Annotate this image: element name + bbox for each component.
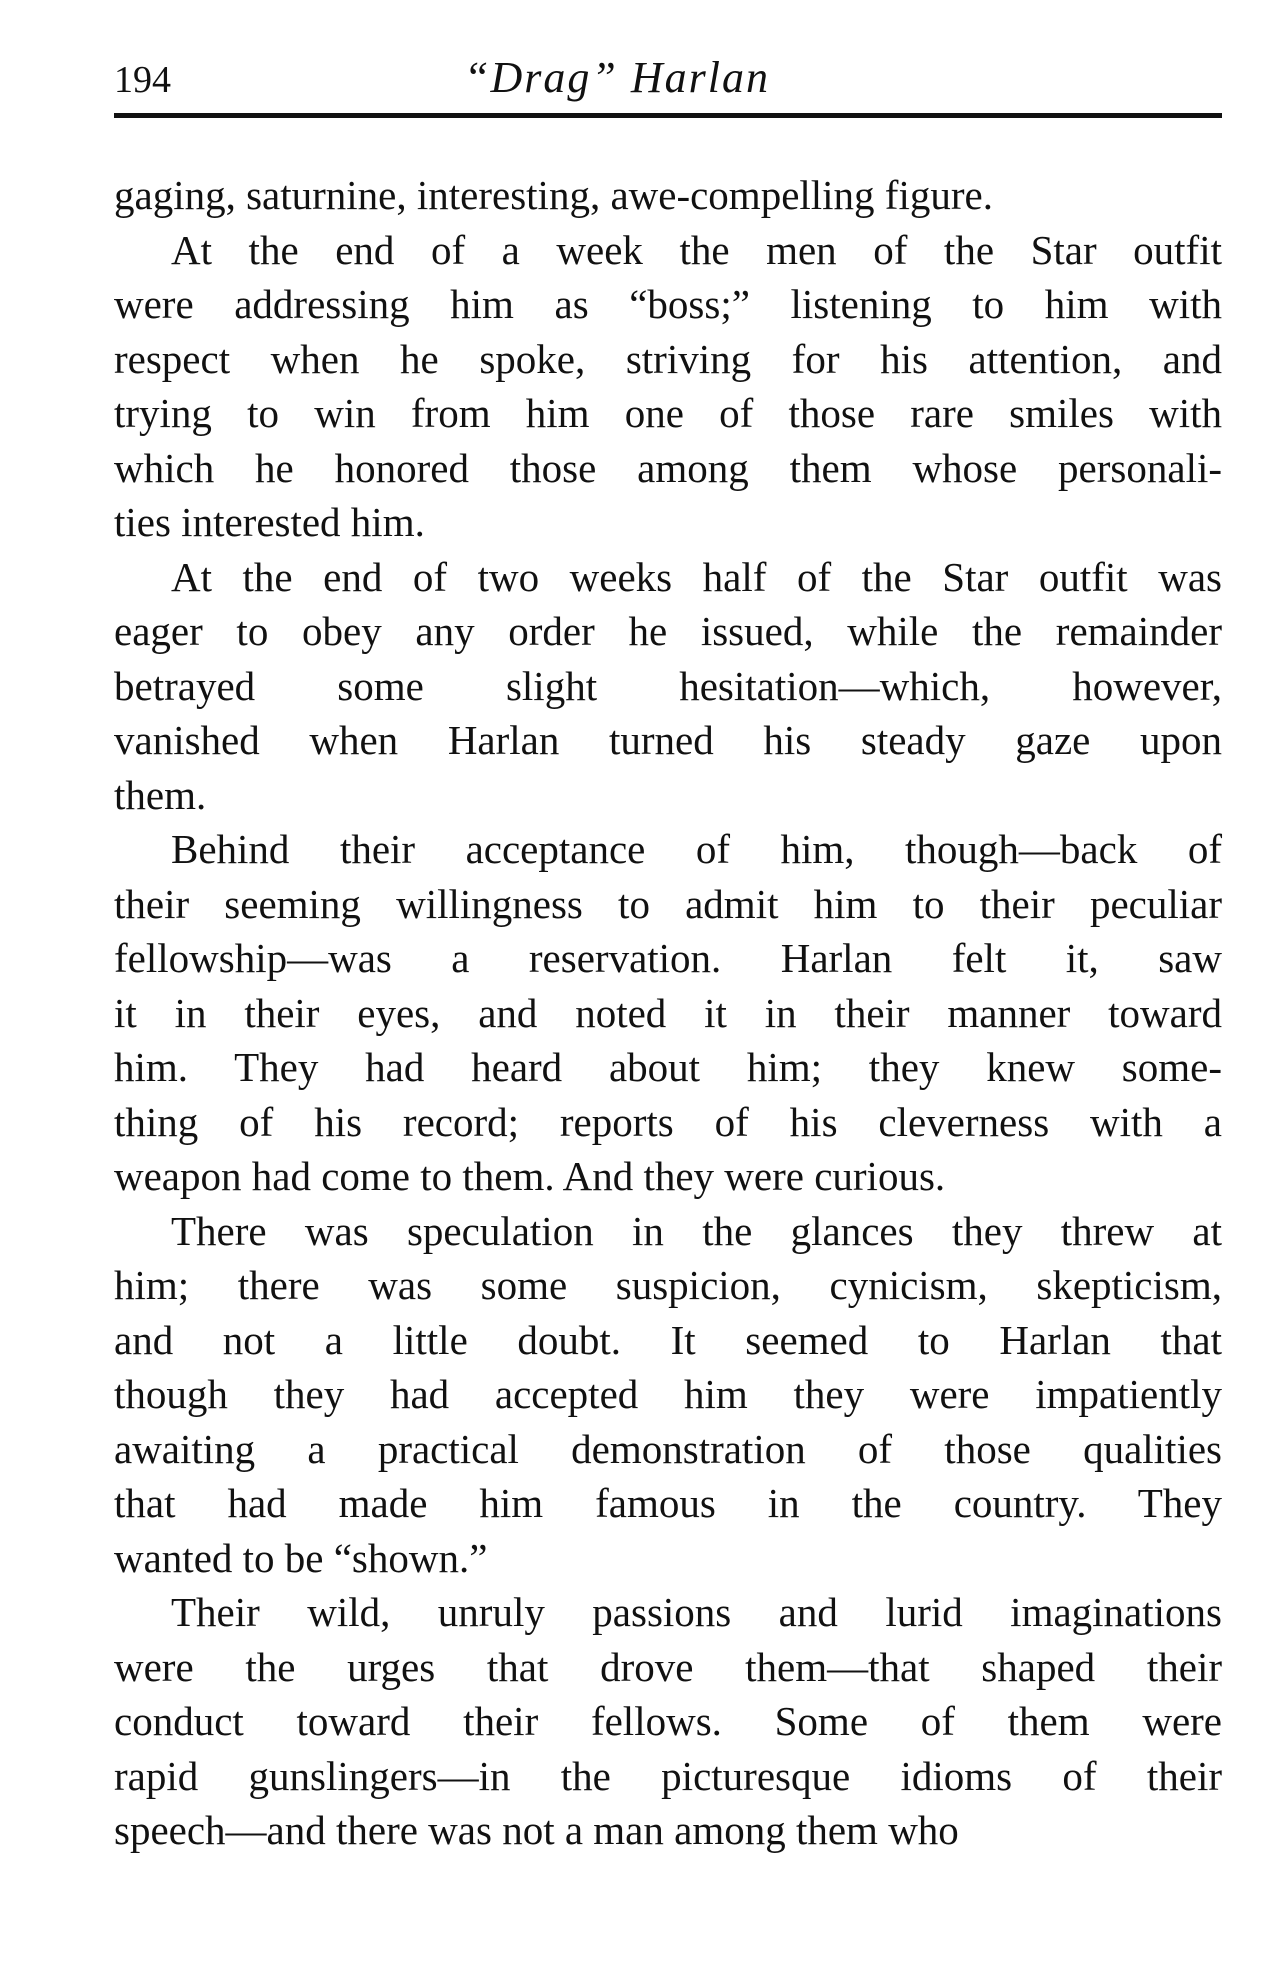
text-line: that had made him famous in the country. They	[114, 1480, 1222, 1526]
text-line: Their wild, unruly passions and lurid imaginations	[171, 1589, 1222, 1635]
text-line: eager to obey any order he issued, while the remainder	[114, 608, 1222, 654]
text-line: weapon had come to them. And they were curious.	[114, 1153, 946, 1199]
text-line: awaiting a practical demonstration of those qualities	[114, 1425, 1222, 1472]
page-number: 194	[114, 59, 171, 101]
text-line: thing of his record; reports of his cleverness with a	[114, 1098, 1222, 1145]
text-line: him. They had heard about him; they knew some-	[114, 1044, 1222, 1090]
text-line: their seeming willingness to admit him to their peculiar	[114, 880, 1222, 927]
text-line: betrayed some slight hesitation—which, however,	[114, 662, 1222, 709]
text-line: respect when he spoke, striving for his attention, and	[114, 335, 1222, 382]
text-line: wanted to be “shown.”	[114, 1534, 488, 1581]
text-line: rapid gunslingers—in the picturesque idioms of their	[114, 1752, 1222, 1799]
text-line: vanished when Harlan turned his steady gaze upon	[114, 717, 1222, 763]
text-line: them.	[114, 771, 207, 818]
text-line: were the urges that drove them—that shaped their	[114, 1643, 1222, 1690]
text-line: Behind their acceptance of him, though—back of	[171, 826, 1222, 872]
text-line: At the end of a week the men of the Star outfit	[171, 226, 1222, 273]
text-line: were addressing him as “boss;” listening to him with	[114, 281, 1222, 327]
paragraph	[114, 168, 1222, 223]
paragraph	[114, 1204, 1222, 1586]
text-line: At the end of two weeks half of the Star outfit was	[171, 553, 1222, 600]
text-line: trying to win from him one of those rare smiles with	[114, 390, 1222, 436]
text-line: him; there was some suspicion, cynicism, skepticism,	[114, 1262, 1222, 1308]
text-line: though they had accepted him they were impatiently	[114, 1371, 1222, 1417]
running-head	[114, 40, 1222, 100]
paragraph	[114, 822, 1222, 1204]
text-line: gaging, saturnine, interesting, awe-compelling figure.	[114, 172, 993, 218]
text-line: fellowship—was a reservation. Harlan felt it, saw	[114, 935, 1222, 981]
text-line: There was speculation in the glances they threw at	[171, 1207, 1222, 1254]
body-text	[114, 168, 1222, 1858]
text-line: ties interested him.	[114, 499, 425, 545]
running-title: “Drag” Harlan	[464, 53, 770, 102]
book-page	[114, 40, 1222, 1853]
paragraph	[114, 1585, 1222, 1858]
paragraph	[114, 223, 1222, 550]
header-rule	[114, 113, 1222, 118]
text-line: speech—and there was not a man among them who	[114, 1807, 959, 1853]
text-line: which he honored those among them whose personali-	[114, 444, 1222, 491]
paragraph	[114, 550, 1222, 823]
text-line: it in their eyes, and noted it in their manner toward	[114, 989, 1222, 1036]
text-line: conduct toward their fellows. Some of them were	[114, 1698, 1222, 1744]
text-line: and not a little doubt. It seemed to Harlan that	[114, 1316, 1222, 1363]
